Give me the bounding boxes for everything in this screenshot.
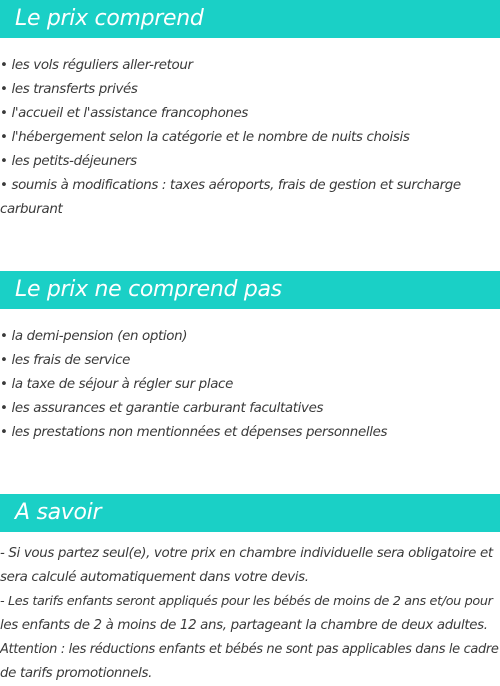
includes-list (0, 54, 500, 222)
excludes-list (0, 325, 500, 445)
list-item: • les assurances et garantie carburant facultatives (0, 401, 324, 416)
list-item: • les vols réguliers aller-retour (0, 58, 193, 73)
section-title-excludes: Le prix ne comprend pas (0, 271, 500, 309)
list-item: • l'accueil et l'assistance francophones (0, 106, 249, 121)
paragraph-line: - Si vous partez seul(e), votre prix en chambre individuelle sera obligatoire et (0, 546, 493, 561)
list-item: • la demi-pension (en option) (0, 329, 188, 344)
paragraph-line: Attention : les réductions enfants et bébés ne sont pas applicables dans le cadre (0, 642, 499, 657)
list-item: • les prestations non mentionnées et dépenses personnelles (0, 425, 388, 440)
list-item: • la taxe de séjour à régler sur place (0, 377, 233, 392)
list-item-continuation: carburant (0, 202, 63, 217)
paragraph-line: de tarifs promotionnels. (0, 666, 152, 681)
section-title-good-to-know: A savoir (0, 494, 500, 532)
paragraph-line: - Les tarifs enfants seront appliqués pour les bébés de moins de 2 ans et/ou pour (0, 594, 493, 609)
list-item: • les petits-déjeuners (0, 154, 137, 169)
list-item: • soumis à modifications : taxes aéroports, frais de gestion et surcharge (0, 178, 461, 193)
paragraph-line: les enfants de 2 à moins de 12 ans, partageant la chambre de deux adultes. (0, 618, 488, 633)
section-title-includes: Le prix comprend (0, 0, 500, 38)
list-item: • les transferts privés (0, 82, 138, 97)
paragraph-line: sera calculé automatiquement dans votre devis. (0, 570, 309, 585)
list-item: • l'hébergement selon la catégorie et le nombre de nuits choisis (0, 130, 410, 145)
list-item: • les frais de service (0, 353, 130, 368)
good-to-know-text (0, 542, 500, 686)
